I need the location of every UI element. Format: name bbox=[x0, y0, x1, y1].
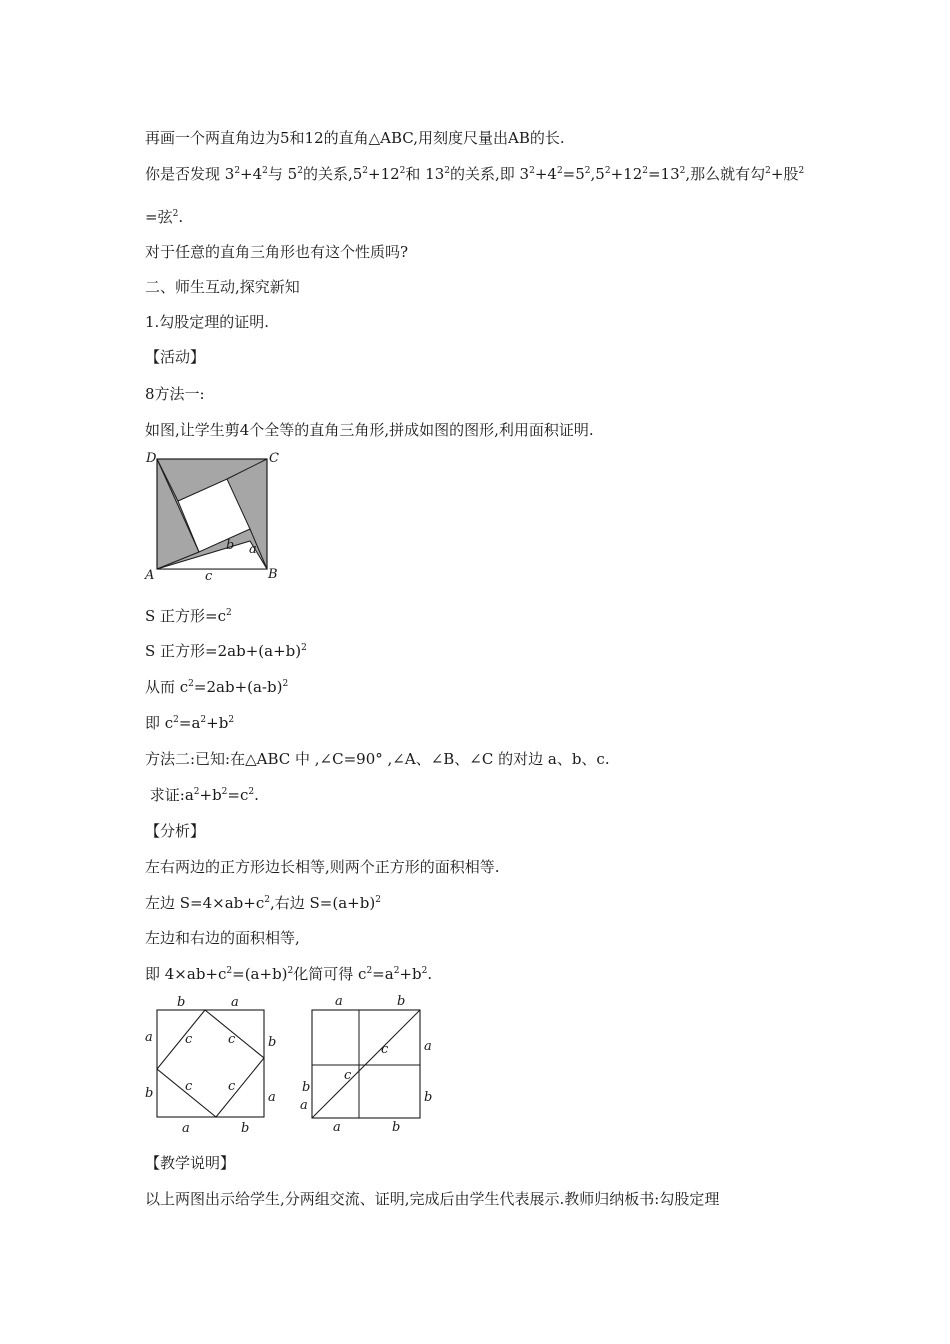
label-c-3: c bbox=[185, 1079, 193, 1094]
text-line-4: 对于任意的直角三角形也有这个性质吗? bbox=[145, 243, 409, 261]
label-c: c bbox=[205, 569, 213, 584]
text-line-1: 再画一个两直角边为5和12的直角△ABC,用刻度尺量出AB的长. bbox=[145, 129, 565, 147]
formula-line-1: S 正方形$=c^2$ bbox=[145, 607, 232, 625]
method-one-label: 8方法一: bbox=[145, 385, 205, 403]
activity-heading: 【活动】 bbox=[145, 348, 206, 366]
label-D: D bbox=[146, 451, 157, 466]
label-C: C bbox=[269, 451, 279, 466]
label-right-a: a bbox=[268, 1090, 276, 1105]
label-b: b bbox=[226, 538, 235, 553]
inner-square bbox=[157, 1010, 264, 1117]
text-line-2: 你是否发现 $3^2+4^2$与 $5^2$的关系$,5^2+12^2$和 $13^2$的关系,即 $3^2+4^2=5^2,5^2+12^2=13^2$,那么就有勾$^2$+股$^2$ bbox=[145, 165, 805, 183]
label-a: a bbox=[249, 542, 257, 557]
figure-3-partitioned-square bbox=[295, 992, 445, 1137]
label-bottom-a: a bbox=[333, 1120, 341, 1135]
method-two-text: 方法二:已知:在△ABC 中 ,∠C=90° ,∠A、∠B、∠C 的对边 a、b、c. bbox=[145, 750, 610, 768]
label-bottom-a: a bbox=[182, 1121, 190, 1136]
label-A: A bbox=[145, 568, 155, 583]
label-right-b: b bbox=[268, 1035, 277, 1050]
label-top-a: a bbox=[335, 994, 343, 1009]
figure-1-square-diagram bbox=[140, 448, 290, 588]
subheading-proof: 1.勾股定理的证明. bbox=[145, 313, 270, 331]
analysis-text-1: 左右两边的正方形边长相等,则两个正方形的面积相等. bbox=[145, 858, 500, 876]
prove-line: 求证$:a^2+b^2=c^2$. bbox=[145, 786, 259, 804]
label-c-2: c bbox=[344, 1068, 352, 1083]
teaching-note-heading: 【教学说明】 bbox=[145, 1154, 236, 1172]
label-bottom-b: b bbox=[392, 1120, 401, 1135]
analysis-text-4: 即 $4\times ab+c^2=(a+b)^2$化简可得 $c^2=a^2+b^2$. bbox=[145, 965, 433, 983]
label-right-b: b bbox=[424, 1090, 433, 1105]
figure-2-rotated-square bbox=[140, 992, 285, 1137]
label-c-1: c bbox=[185, 1032, 193, 1047]
label-c-2: c bbox=[228, 1032, 236, 1047]
teaching-note-text: 以上两图出示给学生,分两组交流、证明,完成后由学生代表展示.教师归纳板书:勾股定理 bbox=[145, 1190, 720, 1208]
label-left-b: b bbox=[302, 1080, 311, 1095]
label-B: B bbox=[268, 567, 278, 582]
outer-square bbox=[157, 1010, 264, 1117]
label-top-a: a bbox=[231, 995, 239, 1010]
analysis-text-2: 左边 $S=4\times ab+c^2$,右边 $S=(a+b)^2$ bbox=[145, 894, 381, 912]
text-line-3: =弦$^2$. bbox=[145, 208, 184, 226]
formula-line-4: 即 $c^2=a^2+b^2$ bbox=[145, 714, 235, 732]
label-left-a: a bbox=[145, 1030, 153, 1045]
label-top-b: b bbox=[177, 995, 186, 1010]
section-heading-2: 二、师生互动,探究新知 bbox=[145, 278, 300, 296]
label-right-a: a bbox=[424, 1039, 432, 1054]
label-left-a: a bbox=[300, 1098, 308, 1113]
formula-line-2: S 正方形$=2ab+(a+b)^2$ bbox=[145, 642, 307, 660]
label-c-4: c bbox=[228, 1079, 236, 1094]
analysis-text-3: 左边和右边的面积相等, bbox=[145, 929, 300, 947]
label-top-b: b bbox=[397, 994, 406, 1009]
label-c-1: c bbox=[381, 1042, 389, 1057]
method-one-text: 如图,让学生剪4个全等的直角三角形,拼成如图的图形,利用面积证明. bbox=[145, 421, 594, 439]
analysis-heading: 【分析】 bbox=[145, 822, 206, 840]
label-bottom-b: b bbox=[241, 1121, 250, 1136]
formula-line-3: 从而 $c^2=2ab+(a-b)^2$ bbox=[145, 678, 289, 696]
label-left-b: b bbox=[145, 1086, 154, 1101]
diagonal bbox=[312, 1010, 420, 1118]
